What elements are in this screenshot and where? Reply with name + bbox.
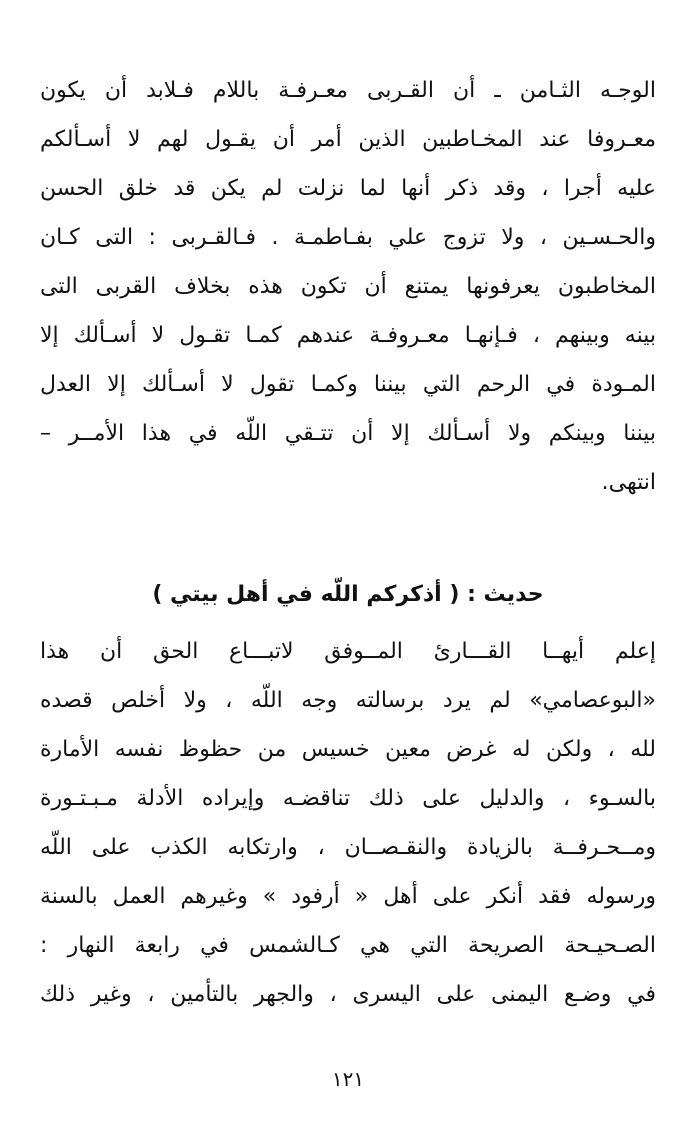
text-line: ومــحـرفــة بالزيادة والنقـصــان ، وارتكابه الكذب على اللّه [40,835,656,860]
text-line: الوجـه الثـامن ـ أن القـربى معـرفـة باللام فـلابد أن يكون [40,78,656,103]
page-number: ١٢١ [331,1067,365,1091]
text-line: ورسوله فقد أنكر على أهل « أرفود » وغيرهم العمل بالسنة [40,884,656,909]
text-line: لله ، ولكن له غرض معين خسيس من حظوظ نفسه الأمارة [40,737,656,762]
text-line: انتهى. [601,470,656,495]
text-line: إعلم أيهــا القـــارئ المــوفق لاتبـــاع الحق أن هذا [40,639,656,664]
text-line: والحـسـين ، ولا تزوج علي بفـاطمـة . فـالقـربى : التى كـان [40,225,656,250]
paragraph-1 [40,66,656,507]
text-line: في وضـع اليمنى على اليسرى ، والجهر بالتأمين ، وغير ذلك [40,982,656,1007]
paragraph-2 [40,627,656,1019]
text-line: بيننا وبينكم ولا أسـألك إلا أن تتـقي اللّه في هذا الأمــر – [40,421,656,446]
text-line: المخاطبون يعرفونها يمتنع أن تكون هذه بخلاف القربى التى [40,274,656,299]
text-line: «البوعصامي» لم يرد برسالته وجه اللّه ، ولا أخلص قصده [40,688,656,713]
text-line: بينه وبينهم ، فـإنهـا معـروفـة عندهم كمـا تقـول لا أسـألك إلا [40,323,656,348]
text-line: بالسـوء ، والدليل على ذلك تناقضـه وإيراده الأدلة مـبـتـورة [40,786,656,811]
text-line: معـروفا عند المخـاطبين الذين أمر أن يقـول لهم لا أسـألكم [40,127,656,152]
text-line: الصـحيـحة الصريحة التي هي كـالشمس في رابعة النهار : [40,933,656,958]
text-line: عليه أجرا ، وقد ذكر أنها لما نزلت لم يكن قد خلق الحسن [40,176,656,201]
section-heading: حديث : ( أذكركم اللّه في أهل بيتي ) [152,582,544,607]
text-line: المـودة في الرحم التي بيننا وكمـا تقول لا أسـألك إلا العدل [40,372,656,397]
